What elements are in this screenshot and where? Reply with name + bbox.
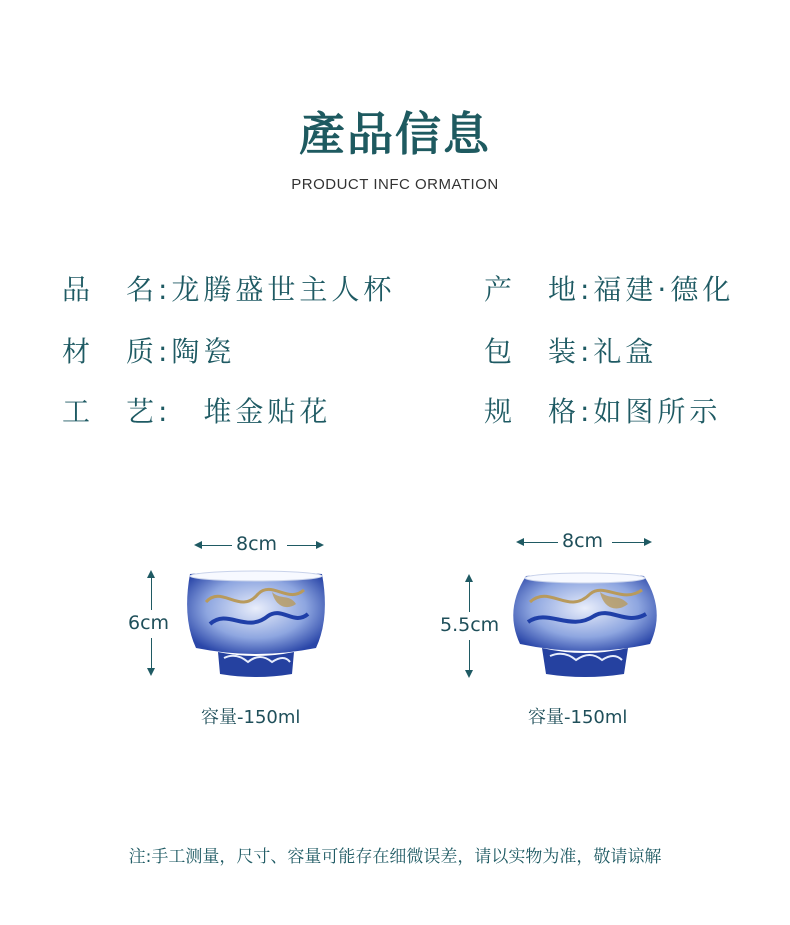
cup1-width-label: 8cm bbox=[236, 533, 278, 555]
info-spec: 规 格:如图所示 bbox=[484, 395, 722, 428]
info-craft: 工 艺: 堆金贴花 bbox=[62, 395, 332, 428]
cup-image-1 bbox=[176, 568, 336, 688]
cup2-width-label: 8cm bbox=[562, 530, 604, 552]
page-subtitle: PRODUCT INFC ORMATION bbox=[291, 176, 499, 193]
page-title: 產品信息 bbox=[299, 107, 491, 161]
cup1-capacity: 容量-150ml bbox=[201, 707, 301, 728]
info-name: 品 名:龙腾盛世主人杯 bbox=[62, 273, 396, 306]
cup-image-2 bbox=[500, 570, 670, 686]
cup2-height-label: 5.5cm bbox=[440, 614, 500, 636]
disclaimer-note: 注:手工测量，尺寸、容量可能存在细微误差，请以实物为准，敬请谅解 bbox=[128, 847, 662, 867]
info-packaging: 包 装:礼盒 bbox=[484, 335, 658, 368]
info-origin: 产 地:福建·德化 bbox=[484, 273, 735, 306]
cup2-capacity: 容量-150ml bbox=[528, 707, 628, 728]
info-material: 材 质:陶瓷 bbox=[62, 335, 236, 368]
cup1-height-label: 6cm bbox=[128, 612, 170, 634]
